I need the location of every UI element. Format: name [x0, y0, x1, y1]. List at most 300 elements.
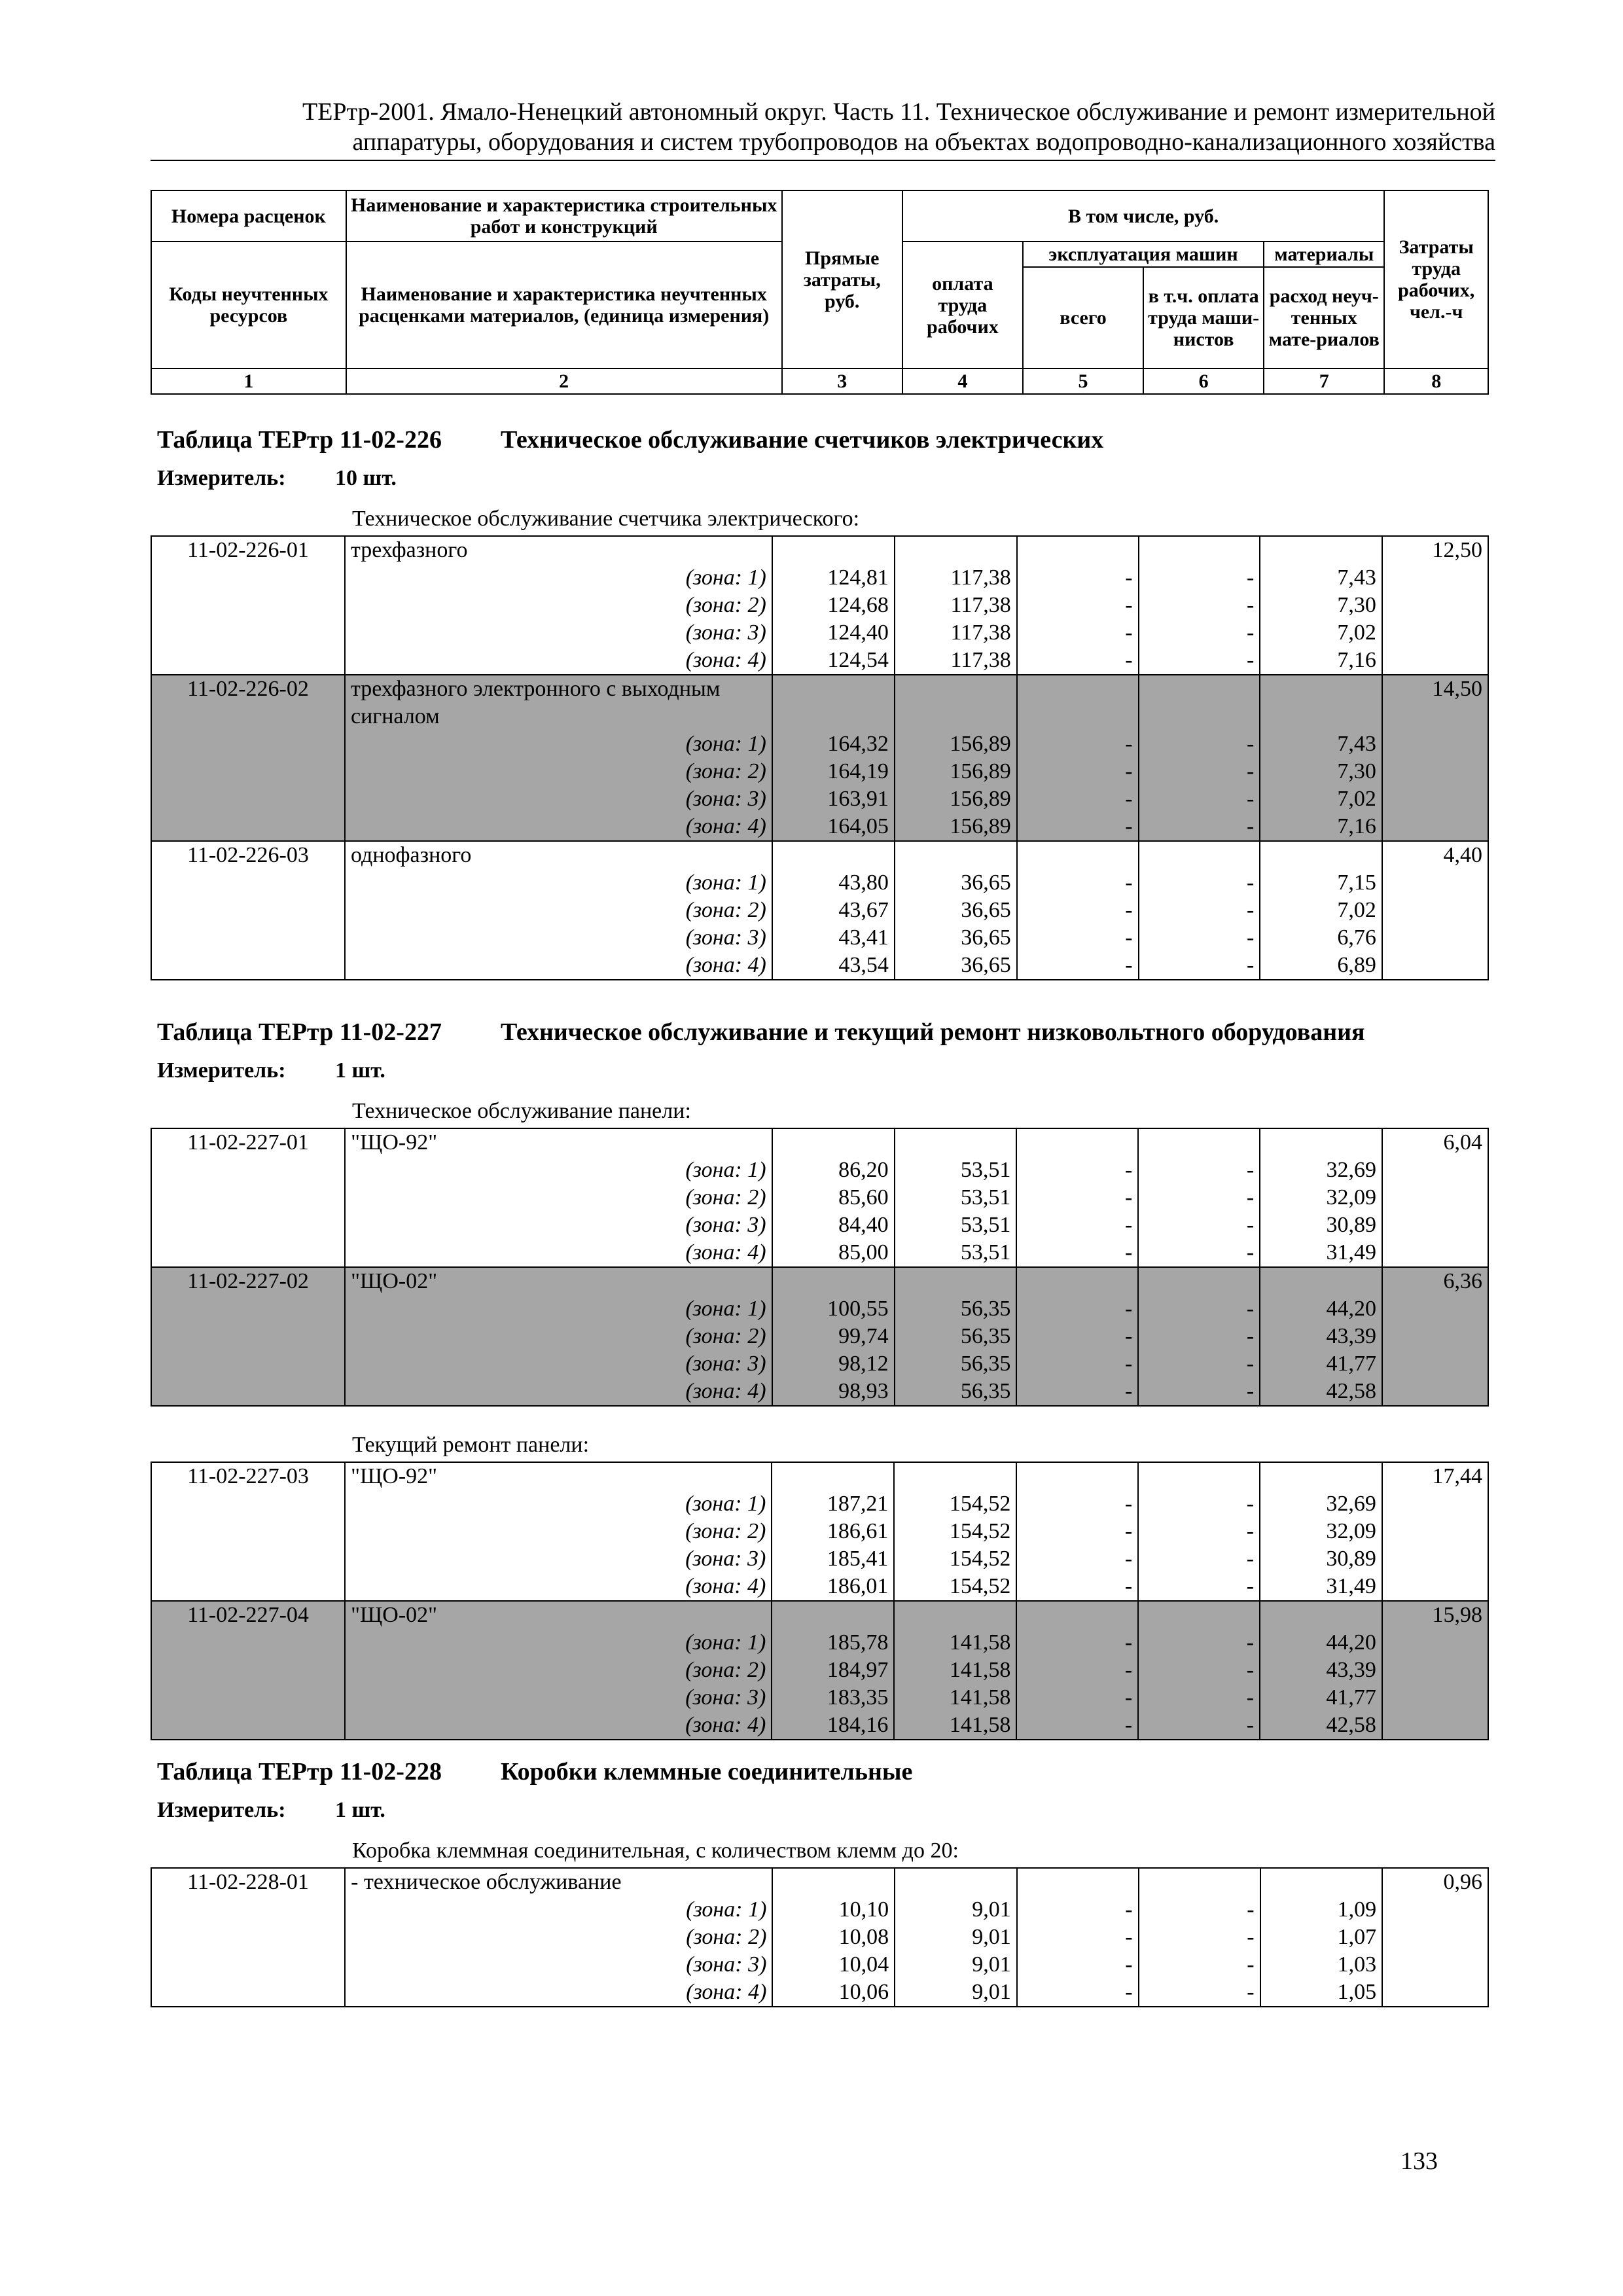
materials-cost: 7,43 [1260, 730, 1382, 758]
empty-cell [772, 1267, 895, 1295]
table-row [151, 619, 1488, 647]
table-row [151, 1157, 1488, 1184]
materials-cost: 32,09 [1260, 1184, 1382, 1211]
machines-header: эксплуатация машин [1023, 242, 1264, 267]
worker-wages: 141,58 [894, 1629, 1016, 1657]
direct-cost: 124,40 [772, 619, 895, 647]
table-row [151, 1518, 1488, 1545]
empty-cell [1260, 675, 1382, 730]
zone-label: (зона: 1) [345, 730, 772, 758]
rate-name: однофазного [345, 841, 772, 869]
measure-label: Измеритель: [157, 1798, 286, 1822]
machines-cost: - [1017, 897, 1139, 924]
machinist-wages: - [1138, 1184, 1260, 1211]
direct-cost: 185,41 [772, 1545, 894, 1573]
zone-label: (зона: 2) [345, 592, 772, 619]
machines-cost: - [1017, 1951, 1139, 1979]
table-row [151, 564, 1488, 592]
zone-label: (зона: 2) [345, 897, 772, 924]
table-row [151, 675, 1488, 730]
empty-cell [1382, 1657, 1488, 1684]
machines-cost: - [1016, 1712, 1138, 1740]
worker-wages: 36,65 [895, 897, 1017, 924]
table-caption: Техническое обслуживание и текущий ремонт низковольтного оборудования [501, 1018, 1365, 1046]
direct-cost: 43,80 [772, 869, 895, 897]
worker-wages: 156,89 [895, 758, 1017, 785]
empty-cell [772, 1462, 894, 1490]
empty-cell [151, 1896, 345, 1924]
worker-wages: 117,38 [895, 619, 1017, 647]
empty-cell [1382, 1518, 1488, 1545]
machinist-wages: - [1139, 647, 1260, 675]
table-caption: Коробки клеммные соединительные [501, 1758, 913, 1785]
materials-cost: 7,30 [1260, 592, 1382, 619]
empty-cell [1138, 1267, 1260, 1295]
machinist-wages: - [1139, 564, 1260, 592]
machines-cost: - [1016, 1545, 1138, 1573]
empty-cell [894, 1462, 1016, 1490]
direct-cost: 100,55 [772, 1295, 895, 1323]
machines-cost: - [1016, 1518, 1138, 1545]
machinist-wages: - [1138, 1490, 1260, 1518]
empty-cell [151, 869, 345, 897]
empty-cell [1260, 841, 1382, 869]
materials-cost: 41,77 [1260, 1684, 1382, 1712]
labor-cost: 12,50 [1382, 536, 1488, 564]
rate-code: 11-02-228-01 [151, 1868, 345, 1896]
table-row [151, 730, 1488, 758]
col3-header: Прямые затраты, руб. [782, 190, 902, 368]
machines-cost: - [1016, 1239, 1138, 1267]
materials-cost: 32,69 [1260, 1490, 1382, 1518]
table-number: Таблица ТЕРтр 11-02-226 [157, 426, 442, 454]
worker-wages: 156,89 [895, 785, 1017, 813]
direct-cost: 43,54 [772, 952, 895, 980]
machines-cost: - [1017, 730, 1139, 758]
materials-cost: 30,89 [1260, 1211, 1382, 1239]
machinist-wages: - [1139, 897, 1260, 924]
empty-cell [1382, 1684, 1488, 1712]
empty-cell [1382, 1629, 1488, 1657]
zone-label: (зона: 1) [345, 1490, 772, 1518]
machinist-wages: - [1138, 1684, 1260, 1712]
price-table [151, 1867, 1489, 2007]
worker-wages: 56,35 [895, 1350, 1017, 1378]
table-row [151, 785, 1488, 813]
empty-cell [1382, 952, 1488, 980]
empty-cell [151, 1545, 345, 1573]
worker-wages: 156,89 [895, 813, 1017, 841]
materials-cost: 31,49 [1260, 1239, 1382, 1267]
worker-wages: 117,38 [895, 592, 1017, 619]
empty-cell [1382, 1184, 1488, 1211]
machines-cost: - [1017, 564, 1139, 592]
empty-cell [1382, 869, 1488, 897]
empty-cell [151, 1211, 345, 1239]
table-row [151, 1951, 1488, 1979]
table-row [151, 1573, 1488, 1601]
empty-cell [1260, 1601, 1382, 1629]
empty-cell [151, 619, 345, 647]
empty-cell [1382, 1896, 1488, 1924]
col1-top-header: Номера расценок [151, 190, 346, 242]
direct-cost: 186,01 [772, 1573, 894, 1601]
empty-cell [1382, 758, 1488, 785]
col-num: 2 [346, 368, 782, 394]
worker-wages: 53,51 [895, 1184, 1017, 1211]
empty-cell [151, 647, 345, 675]
empty-cell [772, 1601, 894, 1629]
empty-cell [1382, 1979, 1488, 2007]
worker-wages: 53,51 [895, 1157, 1017, 1184]
zone-label: (зона: 2) [345, 1184, 772, 1211]
col6-header: в т.ч. оплата труда маши-нистов [1143, 267, 1264, 368]
empty-cell [1382, 564, 1488, 592]
sub-header-block [902, 242, 1385, 368]
zone-label: (зона: 2) [345, 1924, 772, 1951]
materials-cost: 41,77 [1260, 1350, 1382, 1378]
machinist-wages: - [1138, 1378, 1260, 1406]
table-row [151, 758, 1488, 785]
materials-cost: 43,39 [1260, 1323, 1382, 1350]
price-item [151, 1128, 1488, 1267]
column-numbers-row [151, 368, 1488, 394]
empty-cell [894, 1601, 1016, 1629]
machines-cost: - [1017, 592, 1139, 619]
rate-code: 11-02-227-02 [151, 1267, 345, 1295]
materials-cost: 42,58 [1260, 1378, 1382, 1406]
table-row [151, 1868, 1488, 1896]
empty-cell [1016, 1128, 1138, 1157]
empty-cell [1138, 1601, 1260, 1629]
direct-cost: 98,12 [772, 1350, 895, 1378]
table-row [151, 647, 1488, 675]
empty-cell [1382, 619, 1488, 647]
materials-cost: 7,43 [1260, 564, 1382, 592]
group-title: Техническое обслуживание панели: [352, 1099, 691, 1123]
measure-label: Измеритель: [157, 466, 286, 490]
machinist-wages: - [1138, 1629, 1260, 1657]
empty-cell [151, 1979, 345, 2007]
zone-label: (зона: 4) [345, 1712, 772, 1740]
direct-cost: 124,68 [772, 592, 895, 619]
empty-cell [1017, 1868, 1139, 1896]
worker-wages: 36,65 [895, 869, 1017, 897]
labor-cost: 6,04 [1382, 1128, 1488, 1157]
materials-cost: 1,03 [1260, 1951, 1383, 1979]
rate-name: "ЩО-92" [345, 1462, 772, 1490]
zone-label: (зона: 3) [345, 785, 772, 813]
empty-cell [1382, 1295, 1488, 1323]
col-num: 3 [782, 368, 902, 394]
machines-cost: - [1016, 1629, 1138, 1657]
rate-name: "ЩО-02" [345, 1267, 772, 1295]
materials-cost: 7,16 [1260, 813, 1382, 841]
zone-label: (зона: 2) [345, 1657, 772, 1684]
measure-value: 1 шт. [335, 1798, 385, 1822]
table-row [151, 1295, 1488, 1323]
empty-cell [1382, 1378, 1488, 1406]
worker-wages: 53,51 [895, 1239, 1017, 1267]
direct-cost: 99,74 [772, 1323, 895, 1350]
direct-cost: 85,00 [772, 1239, 895, 1267]
empty-cell [1382, 1157, 1488, 1184]
rate-name: "ЩО-02" [345, 1601, 772, 1629]
materials-cost: 32,69 [1260, 1157, 1382, 1184]
table-row [151, 1712, 1488, 1740]
table-row [151, 841, 1488, 869]
measure-line [157, 466, 397, 491]
empty-cell [895, 536, 1017, 564]
direct-cost: 84,40 [772, 1211, 895, 1239]
table-row [151, 924, 1488, 952]
worker-wages: 117,38 [895, 564, 1017, 592]
zone-label: (зона: 3) [345, 1951, 772, 1979]
empty-cell [151, 1573, 345, 1601]
col-num: 7 [1264, 368, 1384, 394]
empty-cell [1139, 1868, 1260, 1896]
empty-cell [895, 675, 1017, 730]
machines-cost: - [1016, 1657, 1138, 1684]
materials-cost: 1,07 [1260, 1924, 1383, 1951]
rate-name: трехфазного электронного с выходным сигналом [345, 675, 772, 730]
price-item [151, 1462, 1488, 1601]
machines-cost: - [1016, 1350, 1138, 1378]
empty-cell [772, 841, 895, 869]
incl-header: В том числе, руб. [902, 190, 1385, 242]
materials-cost: 7,02 [1260, 897, 1382, 924]
worker-wages: 36,65 [895, 924, 1017, 952]
empty-cell [151, 924, 345, 952]
materials-cost: 7,16 [1260, 647, 1382, 675]
empty-cell [1017, 841, 1139, 869]
empty-cell [151, 1295, 345, 1323]
labor-cost: 6,36 [1382, 1267, 1488, 1295]
empty-cell [1260, 1462, 1382, 1490]
materials-cost: 7,02 [1260, 785, 1382, 813]
worker-wages: 141,58 [894, 1712, 1016, 1740]
rate-name: "ЩО-92" [345, 1128, 772, 1157]
table-row [151, 1239, 1488, 1267]
machinist-wages: - [1139, 758, 1260, 785]
empty-cell [151, 1924, 345, 1951]
zone-label: (зона: 1) [345, 1157, 772, 1184]
materials-cost: 7,02 [1260, 619, 1382, 647]
empty-cell [151, 1657, 345, 1684]
table-row [151, 1657, 1488, 1684]
materials-cost: 7,30 [1260, 758, 1382, 785]
machinist-wages: - [1138, 1573, 1260, 1601]
zone-label: (зона: 2) [345, 758, 772, 785]
machinist-wages: - [1138, 1350, 1260, 1378]
group-title: Коробка клеммная соединительная, с количеством клемм до 20: [352, 1839, 959, 1863]
table-row [151, 1378, 1488, 1406]
price-item [151, 1267, 1488, 1406]
empty-cell [895, 1267, 1017, 1295]
worker-wages: 56,35 [895, 1378, 1017, 1406]
empty-cell [1382, 1545, 1488, 1573]
empty-cell [895, 1128, 1017, 1157]
materials-cost: 31,49 [1260, 1573, 1382, 1601]
zone-label: (зона: 4) [345, 1573, 772, 1601]
empty-cell [1260, 1267, 1382, 1295]
zone-label: (зона: 3) [345, 619, 772, 647]
direct-cost: 98,93 [772, 1378, 895, 1406]
price-item [151, 841, 1488, 980]
col1-bottom-header: Коды неучтенных ресурсов [151, 242, 346, 368]
direct-cost: 184,16 [772, 1712, 894, 1740]
machines-cost: - [1016, 1323, 1138, 1350]
machines-cost: - [1017, 758, 1139, 785]
worker-wages: 36,65 [895, 952, 1017, 980]
empty-cell [1382, 1211, 1488, 1239]
machines-cost: - [1017, 1924, 1139, 1951]
zone-label: (зона: 3) [345, 1350, 772, 1378]
materials-cost: 44,20 [1260, 1629, 1382, 1657]
materials-cost: 30,89 [1260, 1545, 1382, 1573]
empty-cell [151, 1323, 345, 1350]
worker-wages: 53,51 [895, 1211, 1017, 1239]
direct-cost: 85,60 [772, 1184, 895, 1211]
materials-cost: 6,76 [1260, 924, 1382, 952]
worker-wages: 154,52 [894, 1545, 1016, 1573]
machinist-wages: - [1138, 1545, 1260, 1573]
empty-cell [151, 813, 345, 841]
empty-cell [151, 1684, 345, 1712]
direct-cost: 43,41 [772, 924, 895, 952]
machines-cost: - [1017, 619, 1139, 647]
price-item [151, 675, 1488, 841]
empty-cell [1382, 1490, 1488, 1518]
machines-cost: - [1017, 813, 1139, 841]
header-line-1: ТЕРтр-2001. Ямало-Ненецкий автономный округ. Часть 11. Техническое обслуживание и ремонт измерительной [302, 98, 1495, 126]
worker-wages: 9,01 [895, 1924, 1017, 1951]
empty-cell [1260, 536, 1382, 564]
machinist-wages: - [1138, 1657, 1260, 1684]
zone-label: (зона: 1) [345, 1295, 772, 1323]
worker-wages: 9,01 [895, 1896, 1017, 1924]
rate-name: трехфазного [345, 536, 772, 564]
table-title [157, 1757, 912, 1786]
direct-cost: 10,08 [772, 1924, 895, 1951]
empty-cell [151, 1350, 345, 1378]
table-row [151, 1267, 1488, 1295]
worker-wages: 154,52 [894, 1518, 1016, 1545]
direct-cost: 164,19 [772, 758, 895, 785]
table-title [157, 1018, 1365, 1047]
machinist-wages: - [1139, 1979, 1260, 2007]
col5-header: всего [1023, 267, 1143, 368]
empty-cell [1382, 1239, 1488, 1267]
machinist-wages: - [1139, 869, 1260, 897]
empty-cell [151, 1951, 345, 1979]
empty-cell [1382, 730, 1488, 758]
empty-cell [151, 1490, 345, 1518]
direct-cost: 10,10 [772, 1896, 895, 1924]
empty-cell [1016, 1462, 1138, 1490]
table-row [151, 1924, 1488, 1951]
zone-label: (зона: 2) [345, 1518, 772, 1545]
table-row [151, 1462, 1488, 1490]
group-title: Текущий ремонт панели: [352, 1433, 590, 1457]
col8-header: Затраты труда рабочих, чел.-ч [1384, 190, 1488, 368]
zone-label: (зона: 1) [345, 564, 772, 592]
table-row [151, 897, 1488, 924]
table-number: Таблица ТЕРтр 11-02-227 [157, 1018, 442, 1046]
header-line-2: аппаратуры, оборудования и систем трубопроводов на объектах водопроводно-канализационного хозяйства [352, 128, 1495, 156]
empty-cell [772, 1868, 895, 1896]
empty-cell [1382, 1573, 1488, 1601]
machinist-wages: - [1138, 1211, 1260, 1239]
worker-wages: 156,89 [895, 730, 1017, 758]
col-num: 5 [1023, 368, 1143, 394]
machines-cost: - [1016, 1490, 1138, 1518]
table-row [151, 1896, 1488, 1924]
labor-cost: 15,98 [1382, 1601, 1488, 1629]
table-row [151, 869, 1488, 897]
materials-cost: 1,09 [1260, 1896, 1383, 1924]
column-header-table [151, 190, 1489, 395]
empty-cell [1138, 1462, 1260, 1490]
empty-cell [1382, 785, 1488, 813]
col7-header: расход неуч-тенных мате-риалов [1268, 285, 1380, 350]
zone-label: (зона: 1) [345, 869, 772, 897]
machinist-wages: - [1139, 1924, 1260, 1951]
table-caption: Техническое обслуживание счетчиков электрических [501, 426, 1104, 454]
col-num: 6 [1143, 368, 1264, 394]
empty-cell [895, 1868, 1017, 1896]
machines-cost: - [1016, 1573, 1138, 1601]
measure-line [157, 1798, 385, 1823]
zone-label: (зона: 4) [345, 1239, 772, 1267]
table-row [151, 1629, 1488, 1657]
direct-cost: 183,35 [772, 1684, 894, 1712]
empty-cell [1260, 1868, 1383, 1896]
zone-label: (зона: 3) [345, 1684, 772, 1712]
machines-cost: - [1016, 1184, 1138, 1211]
empty-cell [1382, 1924, 1488, 1951]
materials-cost: 6,89 [1260, 952, 1382, 980]
empty-cell [151, 730, 345, 758]
empty-cell [151, 1184, 345, 1211]
machines-cost: - [1016, 1378, 1138, 1406]
machines-cost: - [1016, 1157, 1138, 1184]
empty-cell [151, 564, 345, 592]
empty-cell [151, 897, 345, 924]
machinist-wages: - [1139, 813, 1260, 841]
empty-cell [151, 1518, 345, 1545]
zone-label: (зона: 2) [345, 1323, 772, 1350]
machines-cost: - [1017, 869, 1139, 897]
measure-value: 10 шт. [335, 466, 397, 490]
measure-label: Измеритель: [157, 1058, 286, 1083]
direct-cost: 86,20 [772, 1157, 895, 1184]
table-title [157, 425, 1103, 454]
worker-wages: 9,01 [895, 1979, 1017, 2007]
col-num: 1 [151, 368, 346, 394]
worker-wages: 56,35 [895, 1323, 1017, 1350]
zone-label: (зона: 3) [345, 924, 772, 952]
machines-cost: - [1016, 1684, 1138, 1712]
zone-label: (зона: 3) [345, 1211, 772, 1239]
empty-cell [1139, 536, 1260, 564]
col-num: 4 [902, 368, 1023, 394]
rate-name: - техническое обслуживание [345, 1868, 772, 1896]
table-row [151, 1184, 1488, 1211]
empty-cell [1382, 1951, 1488, 1979]
price-table [151, 535, 1489, 980]
direct-cost: 10,04 [772, 1951, 895, 1979]
